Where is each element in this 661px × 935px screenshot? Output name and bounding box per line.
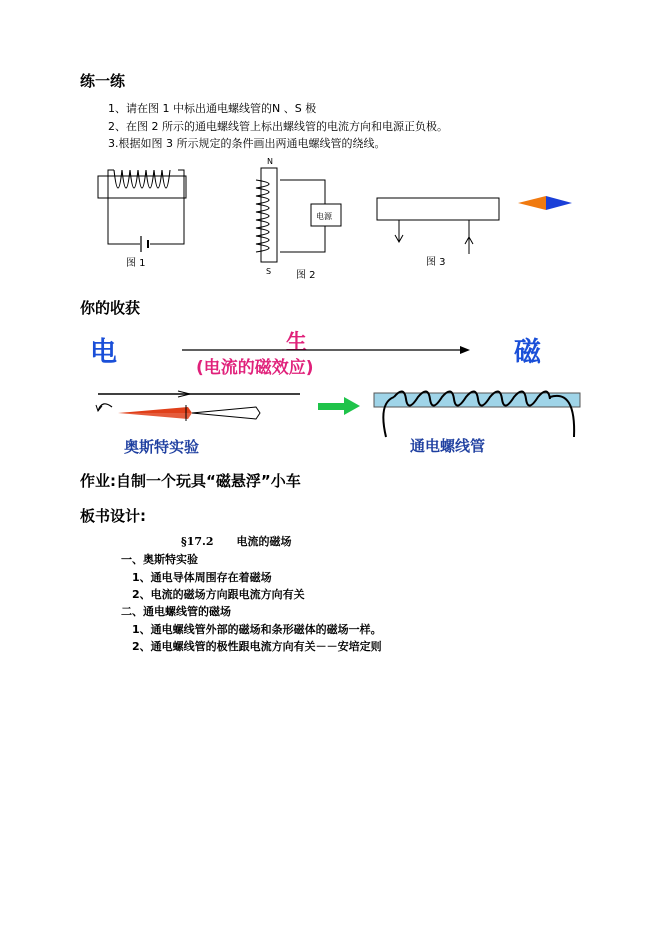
fig2-wire-bottom bbox=[280, 226, 325, 252]
board-title: §17.2 电流的磁场 bbox=[181, 535, 292, 548]
fig3-core bbox=[377, 198, 499, 220]
board-heading: 板书设计: bbox=[80, 507, 146, 525]
green-arrow-shaft bbox=[318, 403, 346, 410]
harvest-diagram bbox=[88, 325, 598, 465]
right-word-magnetism: 磁 bbox=[514, 337, 541, 368]
compass-orange-half bbox=[518, 196, 546, 210]
board-line-5: 1、通电螺线管外部的磁场和条形磁体的磁场一样。 bbox=[132, 623, 382, 636]
arrow-sublabel: (电流的磁效应) bbox=[196, 358, 314, 378]
generate-arrow-head bbox=[460, 346, 470, 354]
board-line-4: 二、通电螺线管的磁场 bbox=[121, 605, 231, 618]
figure-3 bbox=[377, 196, 572, 268]
left-word-electricity: 电 bbox=[90, 337, 117, 368]
solenoid-label: 通电螺线管 bbox=[410, 437, 486, 455]
compass-needle-red bbox=[118, 407, 192, 413]
compass-blue-half bbox=[546, 196, 572, 210]
board-line-2: 1、通电导体周围存在着磁场 bbox=[132, 571, 272, 584]
fig2-caption: 图 2 bbox=[296, 270, 316, 281]
board-line-3: 2、电流的磁场方向跟电流方向有关 bbox=[132, 588, 305, 601]
practice-item-2: 2、在图 2 所示的通电螺线管上标出螺线管的电流方向和电源正负极。 bbox=[108, 120, 448, 133]
figure-2 bbox=[256, 157, 341, 281]
board-line-1: 一、奥斯特实验 bbox=[121, 553, 198, 566]
oersted-label: 奥斯特实验 bbox=[124, 438, 200, 456]
fig1-caption: 图 1 bbox=[126, 258, 146, 269]
arrow-label-generate: 生 bbox=[286, 330, 307, 354]
fig2-s-label: S bbox=[266, 267, 272, 276]
figure-1 bbox=[98, 170, 186, 269]
compass-needle-red-lower bbox=[118, 413, 192, 419]
compass-needle-white bbox=[192, 407, 260, 419]
fig2-wire-top bbox=[280, 180, 325, 204]
board-line-6: 2、通电螺线管的极性跟电流方向有关－－安培定则 bbox=[132, 640, 382, 653]
practice-heading: 练一练 bbox=[80, 72, 126, 90]
practice-item-3: 3.根据如图 3 所示规定的条件画出两通电螺线管的绕线。 bbox=[108, 137, 386, 150]
oersted-field-arrow-left bbox=[98, 404, 112, 411]
practice-figures bbox=[80, 152, 580, 284]
harvest-heading: 你的收获 bbox=[80, 299, 141, 317]
fig1-core bbox=[98, 176, 186, 198]
practice-item-1: 1、请在图 1 中标出通电螺线管的N 、S 极 bbox=[108, 102, 317, 115]
fig2-source-label: 电源 bbox=[316, 212, 332, 221]
homework-text: 作业:自制一个玩具“磁悬浮”小车 bbox=[80, 472, 301, 490]
fig3-caption: 图 3 bbox=[426, 257, 446, 268]
fig2-n-label: N bbox=[267, 157, 273, 166]
green-arrow-head bbox=[344, 397, 360, 415]
